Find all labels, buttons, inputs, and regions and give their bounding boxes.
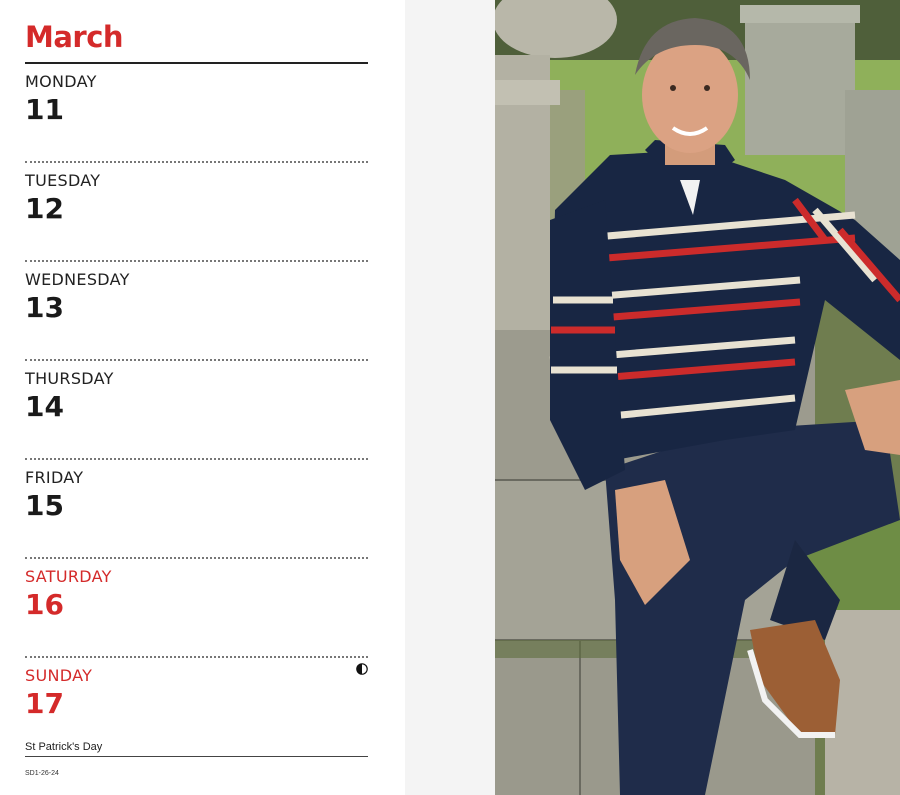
calendar-page xyxy=(0,0,405,795)
day-thursday xyxy=(25,361,368,460)
day-number: 16 xyxy=(25,588,64,621)
day-name: SUNDAY xyxy=(25,666,93,685)
day-number: 12 xyxy=(25,192,64,225)
day-saturday xyxy=(25,559,368,658)
day-wednesday xyxy=(25,262,368,361)
photo-illustration xyxy=(495,0,900,795)
day-name: THURSDAY xyxy=(25,369,114,388)
day-number: 14 xyxy=(25,390,64,423)
day-number: 17 xyxy=(25,687,64,720)
month-title: March xyxy=(25,20,124,54)
day-name: FRIDAY xyxy=(25,468,84,487)
portrait-photo xyxy=(495,0,900,795)
day-number: 15 xyxy=(25,489,64,522)
page-gutter xyxy=(405,0,495,795)
day-tuesday xyxy=(25,163,368,262)
product-code: SD1-26-24 xyxy=(25,770,59,777)
holiday-label: St Patrick's Day xyxy=(25,741,103,753)
day-name: SATURDAY xyxy=(25,567,112,586)
day-monday xyxy=(25,64,368,163)
day-name: MONDAY xyxy=(25,72,97,91)
day-friday xyxy=(25,460,368,559)
day-name: TUESDAY xyxy=(25,171,101,190)
day-number: 13 xyxy=(25,291,64,324)
holiday-rule xyxy=(25,756,368,757)
first-quarter-moon-icon xyxy=(356,663,368,675)
day-name: WEDNESDAY xyxy=(25,270,130,289)
day-number: 11 xyxy=(25,93,64,126)
